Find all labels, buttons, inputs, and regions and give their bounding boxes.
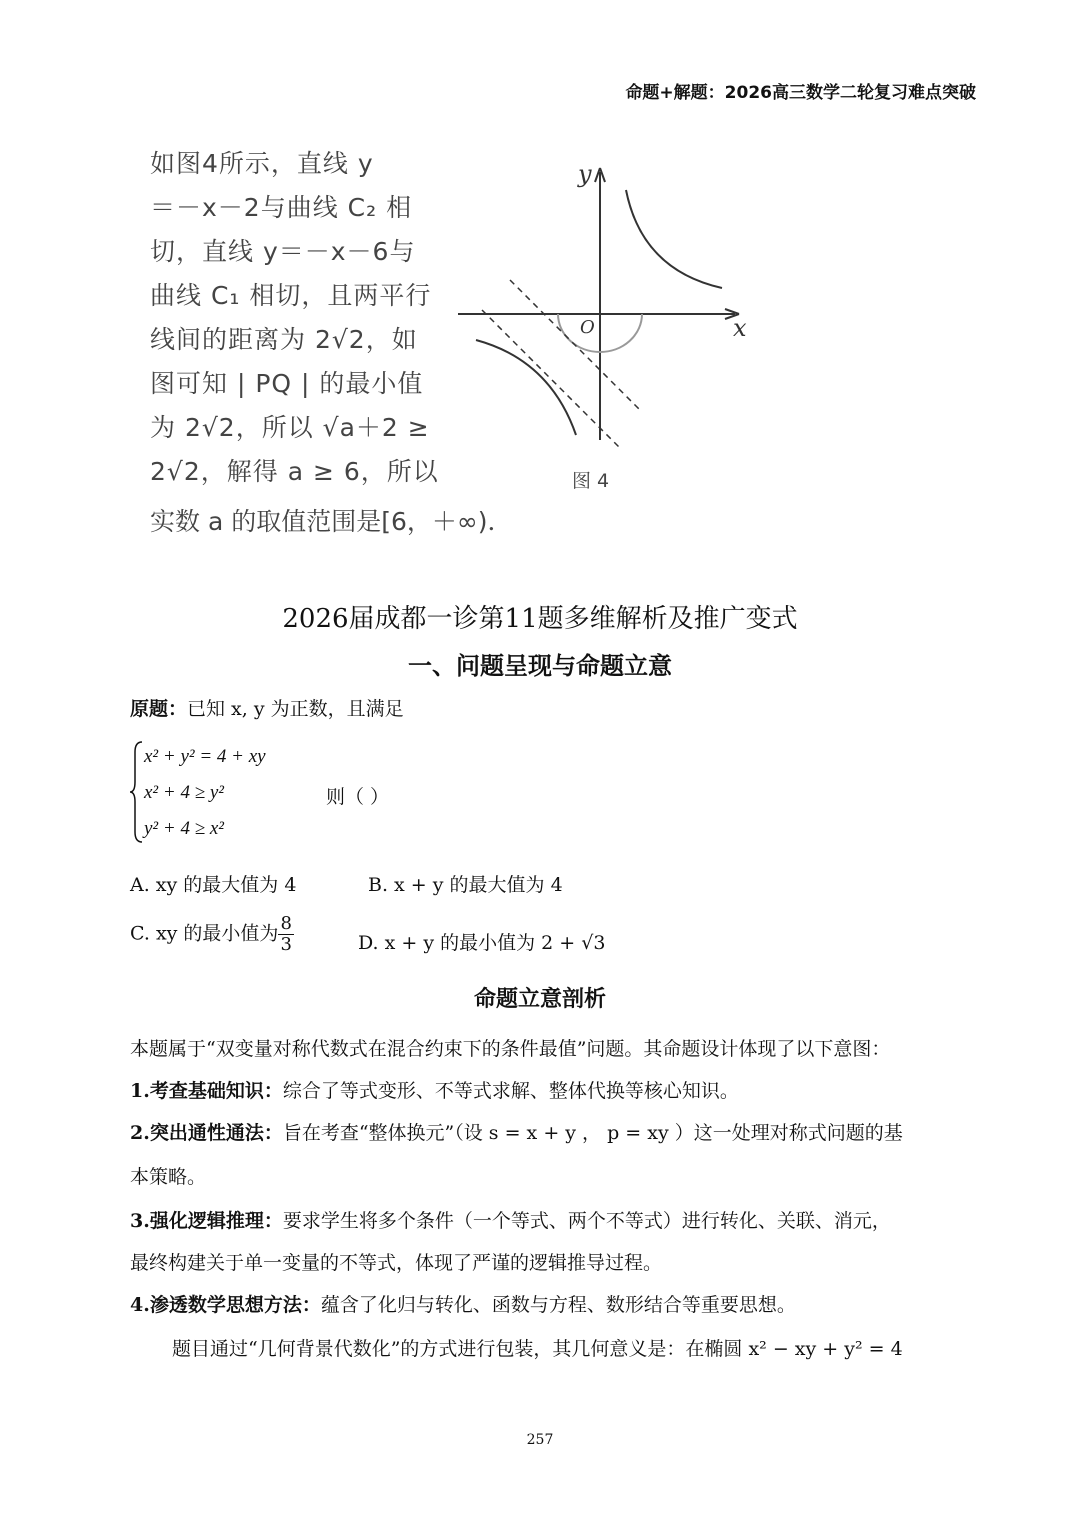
problem-then: 则（ ） — [326, 786, 390, 808]
scan-line: 为 2√2，所以 √a＋2 ≥ — [150, 413, 430, 442]
y-axis-label: y — [578, 160, 592, 188]
figure-4-graph — [450, 150, 760, 510]
analysis-intro: 本题属于“双变量对称代数式在混合约束下的条件最值”问题。其命题设计体现了以下意图： — [130, 1038, 891, 1060]
analysis-point-4 — [130, 1290, 796, 1317]
analysis-point-3 — [130, 1206, 891, 1233]
system-equation: x² + y² = 4 + xy — [144, 746, 266, 767]
equation-system — [130, 740, 270, 844]
point-text: 蕴含了化归与转化、函数与方程、数形结合等重要思想。 — [320, 1294, 796, 1316]
fraction-denominator: 3 — [280, 934, 292, 955]
analysis-point-2 — [130, 1118, 903, 1145]
system-inequality: y² + 4 ≥ x² — [144, 818, 225, 839]
system-brace — [130, 740, 144, 844]
option-a: A. xy 的最大值为 4 — [130, 874, 297, 896]
option-d: D. x + y 的最小值为 2 + √3 — [358, 932, 606, 954]
analysis-closing: 题目通过“几何背景代数化”的方式进行包装，其几何意义是：在椭圆 x² − xy + y² = 4 — [172, 1338, 903, 1360]
point-text: 旨在考查“整体换元”（设 s = x + y ， p = xy ）这一处理对称式问题的基 — [282, 1122, 903, 1144]
running-header: 命题+解题：2026高三数学二轮复习难点突破 — [625, 83, 976, 103]
curve-c1 — [476, 340, 576, 435]
scan-line: 线间的距离为 2√2，如 — [150, 325, 418, 354]
article-title: 2026届成都一诊第11题多维解析及推广变式 — [282, 604, 798, 634]
figure-caption: 图 4 — [572, 470, 610, 492]
scan-line: 2√2，解得 a ≥ 6，所以 — [150, 457, 439, 486]
scan-line: 曲线 C₁ 相切，且两平行 — [150, 281, 432, 310]
point-text: 综合了等式变形、不等式求解、整体代换等核心知识。 — [282, 1080, 739, 1102]
problem-label: 原题： — [130, 698, 188, 720]
problem-stem — [130, 694, 404, 721]
point-label: 4.渗透数学思想方法： — [130, 1294, 321, 1316]
option-b: B. x + y 的最大值为 4 — [368, 874, 563, 896]
problem-stem-text: 已知 x, y 为正数，且满足 — [187, 698, 404, 720]
option-c-text: C. xy 的最小值为 — [130, 922, 279, 945]
origin-label: O — [580, 317, 595, 338]
option-c — [130, 914, 294, 955]
scan-line: ＝－x－2与曲线 C₂ 相 — [150, 193, 413, 222]
curve-c2 — [626, 190, 722, 288]
scan-last-line: 实数 a 的取值范围是[6，＋∞)． — [150, 507, 513, 536]
scan-line: 如图4所示，直线 y — [150, 149, 374, 178]
analysis-point-2-cont: 本策略。 — [130, 1166, 207, 1188]
analysis-point-3-cont: 最终构建关于单一变量的不等式，体现了严谨的逻辑推导过程。 — [130, 1252, 663, 1274]
scanned-solution-text — [150, 142, 440, 494]
point-label: 3.强化逻辑推理： — [130, 1210, 283, 1232]
section-heading: 一、问题呈现与命题立意 — [408, 652, 672, 680]
point-text: 要求学生将多个条件（一个等式、两个不等式）进行转化、关联、消元， — [282, 1210, 891, 1232]
scan-line: 图可知 | PQ | 的最小值 — [150, 369, 424, 398]
point-label: 2.突出通性通法： — [130, 1122, 283, 1144]
system-inequality: x² + 4 ≥ y² — [144, 782, 225, 803]
scan-line: 切，直线 y＝－x－6与 — [150, 237, 416, 266]
analysis-point-1 — [130, 1076, 739, 1103]
point-label: 1.考查基础知识： — [130, 1080, 283, 1102]
page-number: 257 — [526, 1432, 554, 1448]
subsection-heading: 命题立意剖析 — [473, 987, 606, 1012]
x-axis-label: x — [733, 314, 747, 342]
fraction-numerator: 8 — [280, 913, 292, 934]
fraction — [278, 914, 293, 955]
